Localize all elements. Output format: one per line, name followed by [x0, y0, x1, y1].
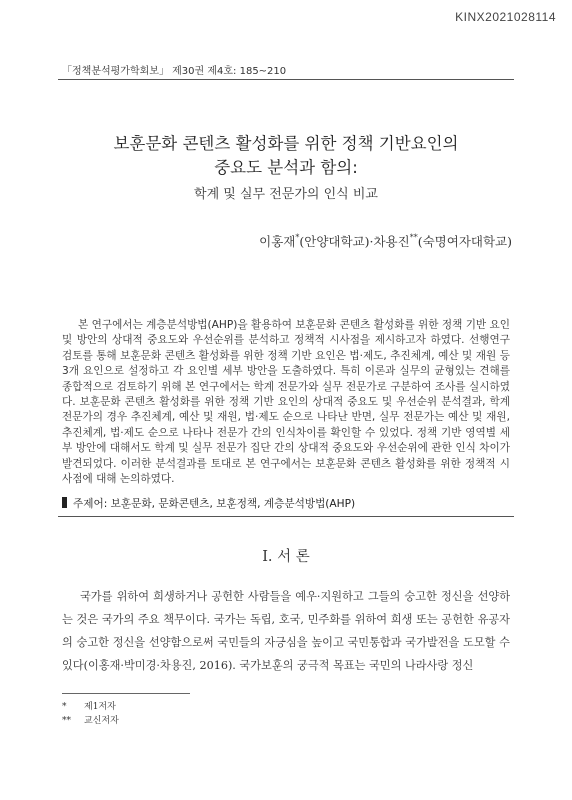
footnote-2-text: 교신저자: [84, 716, 119, 726]
paper-title: [0, 132, 572, 180]
author-1-name: 이홍재: [259, 234, 296, 249]
title-line-2: 중요도 분석과 함의:: [214, 158, 358, 177]
footnote-1-text: 제1저자: [84, 702, 116, 712]
abstract-text: 본 연구에서는 계층분석방법(AHP)을 활용하여 보훈문화 콘텐츠 활성화를 위한 정책 기반 요인 및 방안의 상대적 중요도와 우선순위를 분석하고 정책적 시사점을 제시하고자 하였다. 선행연구 검토를 통해 보훈문화 콘텐츠 활성화를 위한 정책 기반 요인은 법·제도, 추진체계, 예산 및 재원 등 3개 요인으로 설정하고 각 요인별 세부 방안을 도출하였다. 특히 이론과 실무의 균형있는 견해를 종합적으로 검토하기 위해 본 연구에서는 학계 전문가와 실무 전문가로 구분하여 조사를 실시하였다. 보훈문화 콘텐츠 활성화를 위한 정책 기반 요인의 상대적 중요도 및 우선순위 분석결과, 학계 전문가의 경우 추진체계, 예산 및 재원, 법·제도 순으로 나타난 반면, 실무 전문가는 예산 및 재원, 추진체계, 법·제도 순으로 나타나 전문가 간의 인식차이를 확인할 수 있었다. 정책 기반 영역별 세부 방안에 대해서도 학계 및 실무 전문가 집단 간의 상대적 중요도와 우선순위에 관한 인식 차이가 발견되었다. 이러한 분석결과를 토대로 본 연구에서는 보훈문화 콘텐츠 활성화를 위한 정책적 시사점에 대해 논의하였다.: [62, 319, 510, 486]
square-bullet-icon: [62, 497, 67, 508]
body-paragraph: 국가를 위하여 희생하거나 공헌한 사람들을 예우·지원하고 그들의 숭고한 정신을 선양하는 것은 국가의 주요 책무이다. 국가는 독립, 호국, 민주화를 위하여 희생 또는 공헌한 유공자의 숭고한 정신을 선양함으로써 국민들의 자긍심을 높이고 국민통합과 국가발전을 도모할 수 있다(이홍재·박미경·차용진, 2016). 국가보훈의 궁극적 목표는 국민의 나라사랑 정신: [62, 590, 510, 672]
keywords-list: 보훈문화, 문화콘텐츠, 보훈정책, 계층분석방법(AHP): [110, 498, 356, 510]
keywords-label: 주제어:: [73, 498, 108, 510]
author-1-affiliation: (안양대학교)·: [299, 234, 374, 249]
paper-subtitle: 학계 및 실무 전문가의 인식 비교: [194, 187, 378, 202]
footnotes: [62, 700, 119, 728]
header-divider: [58, 79, 514, 80]
footnote-1-mark: *: [62, 702, 67, 712]
footnote-1: [62, 700, 119, 714]
title-line-1: 보훈문화 콘텐츠 활성화를 위한 정책 기반요인의: [113, 134, 459, 153]
author-2-mark: **: [409, 232, 418, 242]
journal-volume-issue: 제30권 제4호: 185~210: [172, 66, 287, 77]
author-2-affiliation: (숙명여자대학교): [417, 234, 512, 249]
author-2-name: 차용진: [373, 234, 410, 249]
author-line: [259, 232, 512, 250]
author-1-mark: *: [295, 232, 300, 242]
section-heading: Ⅰ. 서 론: [262, 549, 310, 565]
footnote-2-mark: **: [62, 716, 71, 726]
keywords-divider: [58, 516, 514, 517]
body-text: [62, 585, 510, 677]
document-id: KINX2021028114: [455, 10, 556, 24]
abstract: [62, 318, 510, 487]
keywords: [62, 496, 355, 511]
journal-name: 「정책분석평가학회보」: [62, 66, 169, 77]
footnote-divider: [62, 693, 190, 694]
journal-header: [62, 62, 286, 77]
footnote-2: [62, 714, 119, 728]
